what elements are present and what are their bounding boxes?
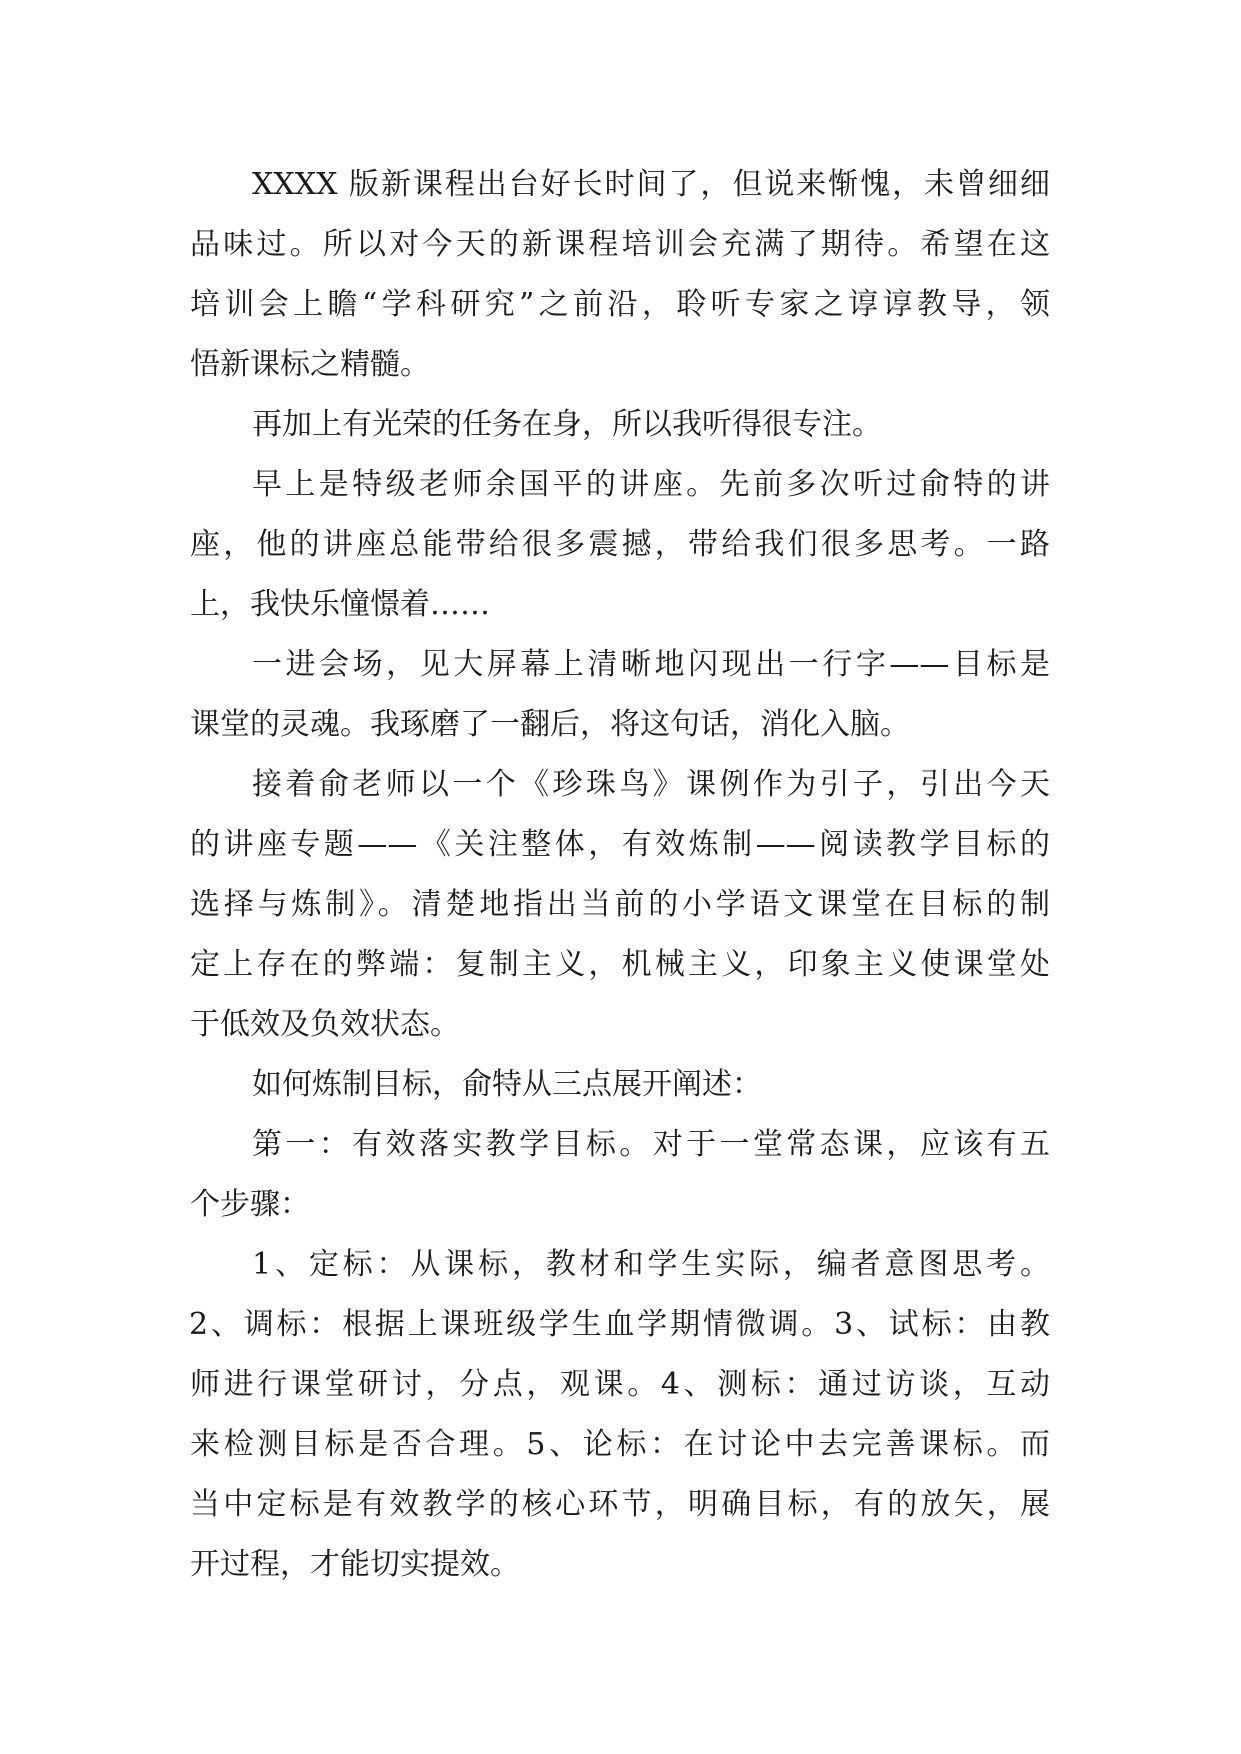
- text-line: 第一：有效落实教学目标。对于一堂常态课，应该有五: [252, 1127, 1050, 1162]
- text-line: 早上是特级老师余国平的讲座。先前多次听过俞特的讲: [252, 467, 1050, 502]
- paragraph-2: [190, 395, 1050, 455]
- paragraph-6: [190, 1055, 1050, 1115]
- text-line: 的讲座专题——《关注整体，有效炼制——阅读教学目标的: [190, 827, 1050, 862]
- text-line: 个步骤：: [190, 1187, 310, 1222]
- paragraph-8: [190, 1235, 1050, 1595]
- text-line: 培训会上瞻“学科研究”之前沿，聆听专家之谆谆教导，领: [190, 287, 1050, 322]
- text-line: 来检测目标是否合理。5、论标：在讨论中去完善课标。而: [190, 1427, 1050, 1462]
- text-line: 选择与炼制》。清楚地指出当前的小学语文课堂在目标的制: [190, 887, 1050, 922]
- text-line: 开过程，才能切实提效。: [190, 1547, 520, 1582]
- paragraph-3: [190, 455, 1050, 635]
- text-line: 于低效及负效状态。: [190, 1007, 460, 1042]
- text-line: 2、调标：根据上课班级学生血学期情微调。3、试标：由教: [189, 1307, 1050, 1342]
- paragraph-7: [190, 1115, 1050, 1235]
- text-line: 1、定标：从课标，教材和学生实际，编者意图思考。: [252, 1247, 1050, 1282]
- text-line: 如何炼制目标，俞特从三点展开阐述：: [252, 1067, 762, 1102]
- text-line: 当中定标是有效教学的核心环节，明确目标，有的放矢，展: [190, 1487, 1050, 1522]
- paragraph-1: [190, 155, 1050, 395]
- text-line: 定上存在的弊端：复制主义，机械主义，印象主义使课堂处: [190, 947, 1050, 982]
- text-line: 座，他的讲座总能带给很多震撼，带给我们很多思考。一路: [190, 527, 1050, 562]
- text-line: 一进会场，见大屏幕上清晰地闪现出一行字——目标是: [252, 647, 1050, 682]
- text-line: 悟新课标之精髓。: [190, 347, 430, 382]
- paragraph-5: [190, 755, 1050, 1055]
- document-body: [190, 155, 1050, 1595]
- text-line: 再加上有光荣的任务在身，所以我听得很专注。: [252, 407, 882, 442]
- text-line: 品味过。所以对今天的新课程培训会充满了期待。希望在这: [190, 227, 1050, 262]
- paragraph-4: [190, 635, 1050, 755]
- text-line: 课堂的灵魂。我琢磨了一翻后，将这句话，消化入脑。: [190, 707, 910, 742]
- text-line: 接着俞老师以一个《珍珠鸟》课例作为引子，引出今天: [252, 767, 1050, 802]
- text-line: 师进行课堂研讨，分点，观课。4、测标：通过访谈，互动: [190, 1367, 1050, 1402]
- text-line: 上，我快乐憧憬着……: [190, 587, 490, 622]
- text-line: XXXX 版新课程出台好长时间了，但说来惭愧，未曾细细: [252, 167, 1050, 202]
